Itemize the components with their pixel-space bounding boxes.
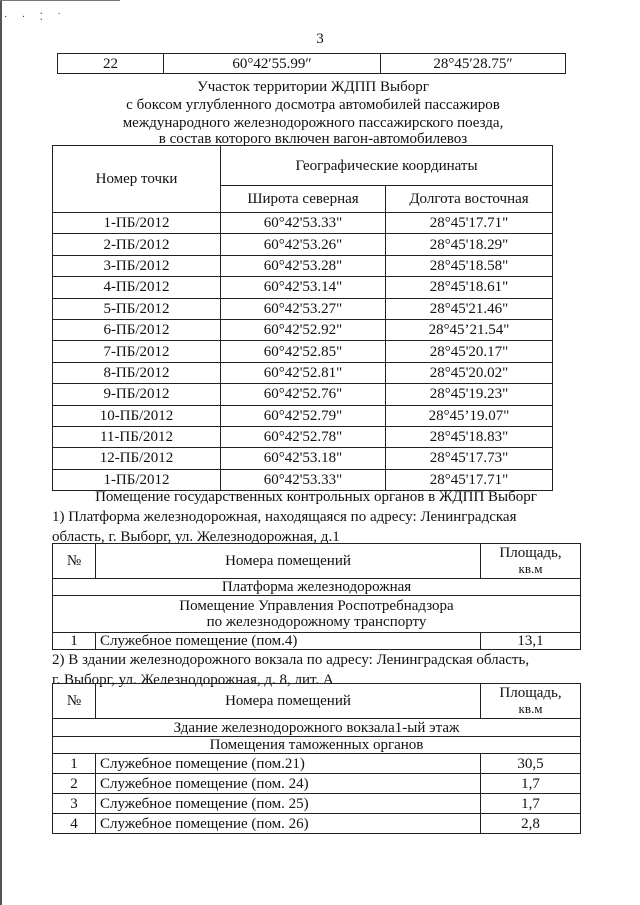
table-row — [53, 255, 553, 276]
room-cell: Служебное помещение (пом. 24) — [96, 774, 481, 794]
table-row — [53, 633, 581, 650]
point-cell: 1-ПБ/2012 — [53, 213, 221, 234]
point-cell: 22 — [58, 54, 164, 74]
header-area-unit: кв.м — [518, 561, 543, 576]
header-point: Номер точки — [53, 146, 221, 213]
table-row — [53, 213, 553, 234]
header-lat: Широта северная — [221, 186, 386, 213]
rooms-table-1 — [52, 543, 581, 650]
point-cell: 4-ПБ/2012 — [53, 277, 221, 298]
lat-cell: 60°42'53.28" — [221, 255, 386, 276]
table-row — [53, 754, 581, 774]
room-cell: Служебное помещение (пом.21) — [96, 754, 481, 774]
num-cell: 1 — [53, 633, 96, 650]
lat-cell: 60°42'53.27" — [221, 298, 386, 319]
address-line: г. Выборг, ул. Железнодорожная, д. 8, лит. А — [52, 672, 334, 688]
lon-cell: 28°45’19.07" — [386, 405, 553, 426]
point-cell: 1-ПБ/2012 — [53, 469, 221, 490]
num-cell: 1 — [53, 754, 96, 774]
point-cell: 7-ПБ/2012 — [53, 341, 221, 362]
area-cell: 13,1 — [481, 633, 581, 650]
lon-cell: 28°45'17.71" — [386, 469, 553, 490]
lon-cell: 28°45'21.46" — [386, 298, 553, 319]
lat-cell: 60°42'52.85" — [221, 341, 386, 362]
point-cell: 8-ПБ/2012 — [53, 362, 221, 383]
header-area-unit: кв.м — [518, 701, 543, 716]
item1-address — [52, 507, 517, 547]
point-cell: 6-ПБ/2012 — [53, 319, 221, 340]
scan-edge-top — [0, 0, 120, 1]
area-cell: 2,8 — [481, 814, 581, 834]
lon-cell: 28°45'17.73" — [386, 448, 553, 469]
table-row — [53, 341, 553, 362]
lat-cell: 60°42'53.33" — [221, 213, 386, 234]
point-cell: 12-ПБ/2012 — [53, 448, 221, 469]
table-row — [53, 384, 553, 405]
table-row — [53, 277, 553, 298]
lon-cell: 28°45′28.75″ — [381, 54, 566, 74]
lon-cell: 28°45'19.23" — [386, 384, 553, 405]
room-cell: Служебное помещение (пом. 26) — [96, 814, 481, 834]
table-row — [58, 54, 566, 74]
header-area — [481, 544, 581, 579]
lat-cell: 60°42'52.79" — [221, 405, 386, 426]
subgroup-row: Помещения таможенных органов — [53, 737, 581, 754]
lat-cell: 60°42'52.76" — [221, 384, 386, 405]
header-area-line: Площадь, — [499, 685, 562, 701]
section1-title — [0, 78, 626, 146]
point-cell: 11-ПБ/2012 — [53, 426, 221, 447]
subgroup-line: по железнодорожному транспорту — [206, 614, 427, 630]
room-cell: Служебное помещение (пом. 25) — [96, 794, 481, 814]
table-row — [53, 426, 553, 447]
header-rooms: Номера помещений — [96, 544, 481, 579]
lon-cell: 28°45’21.54" — [386, 319, 553, 340]
point-cell: 3-ПБ/2012 — [53, 255, 221, 276]
lat-cell: 60°42'52.92" — [221, 319, 386, 340]
prev-table-continuation — [57, 53, 566, 74]
lat-cell: 60°42'53.33" — [221, 469, 386, 490]
table-row — [53, 794, 581, 814]
header-rooms: Номера помещений — [96, 684, 481, 719]
header-area — [481, 684, 581, 719]
scan-specks: · · ⁚ ˙ — [4, 12, 67, 23]
table-row — [53, 448, 553, 469]
header-num: № — [53, 544, 96, 579]
subgroup-line: Помещение Управления Роспотребнадзора — [179, 598, 454, 614]
address-line: 1) Платформа железнодорожная, находящаяся по адресу: Ленинградская — [52, 509, 517, 525]
table-row — [53, 319, 553, 340]
table-row — [53, 774, 581, 794]
subgroup-row — [53, 596, 581, 633]
header-area-line: Площадь, — [499, 545, 562, 561]
lat-cell: 60°42'53.18" — [221, 448, 386, 469]
coordinates-table — [52, 145, 553, 491]
point-cell: 10-ПБ/2012 — [53, 405, 221, 426]
lat-cell: 60°42'52.81" — [221, 362, 386, 383]
room-cell: Служебное помещение (пом.4) — [96, 633, 481, 650]
lon-cell: 28°45'17.71" — [386, 213, 553, 234]
header-geo: Географические координаты — [221, 146, 553, 186]
area-cell: 30,5 — [481, 754, 581, 774]
title-line: с боксом углубленного досмотра автомобилей пассажиров — [126, 97, 500, 113]
rooms-table-2 — [52, 683, 581, 834]
group-row: Платформа железнодорожная — [53, 579, 581, 596]
group-row: Здание железнодорожного вокзала1-ый этаж — [53, 719, 581, 737]
point-cell: 5-ПБ/2012 — [53, 298, 221, 319]
table-row — [53, 362, 553, 383]
address-line: 2) В здании железнодорожного вокзала по адресу: Ленинградская область, — [52, 652, 530, 668]
section2-title: Помещение государственных контрольных органов в ЖДПП Выборг — [95, 489, 537, 505]
point-cell: 2-ПБ/2012 — [53, 234, 221, 255]
point-cell: 9-ПБ/2012 — [53, 384, 221, 405]
lon-cell: 28°45'18.58" — [386, 255, 553, 276]
title-line: в состав которого включен вагон-автомобилевоз — [158, 131, 468, 147]
num-cell: 4 — [53, 814, 96, 834]
table-row — [53, 234, 553, 255]
area-cell: 1,7 — [481, 794, 581, 814]
num-cell: 3 — [53, 794, 96, 814]
address-line: область, г. Выборг, ул. Железнодорожная, д.1 — [52, 529, 340, 545]
lon-cell: 28°45'18.29" — [386, 234, 553, 255]
table-row — [53, 298, 553, 319]
table-row — [53, 405, 553, 426]
area-cell: 1,7 — [481, 774, 581, 794]
table-row — [53, 469, 553, 490]
title-line: Участок территории ЖДПП Выборг — [197, 79, 429, 95]
lon-cell: 28°45'18.83" — [386, 426, 553, 447]
title-line: международного железнодорожного пассажирского поезда, — [122, 115, 504, 131]
num-cell: 2 — [53, 774, 96, 794]
lat-cell: 60°42'53.14" — [221, 277, 386, 298]
header-num: № — [53, 684, 96, 719]
table-row — [53, 814, 581, 834]
page-number: 3 — [316, 31, 324, 47]
lat-cell: 60°42'53.26" — [221, 234, 386, 255]
lat-cell: 60°42'52.78" — [221, 426, 386, 447]
lon-cell: 28°45'20.02" — [386, 362, 553, 383]
lon-cell: 28°45'20.17" — [386, 341, 553, 362]
lat-cell: 60°42′55.99″ — [164, 54, 381, 74]
lon-cell: 28°45'18.61" — [386, 277, 553, 298]
header-lon: Долгота восточная — [386, 186, 553, 213]
